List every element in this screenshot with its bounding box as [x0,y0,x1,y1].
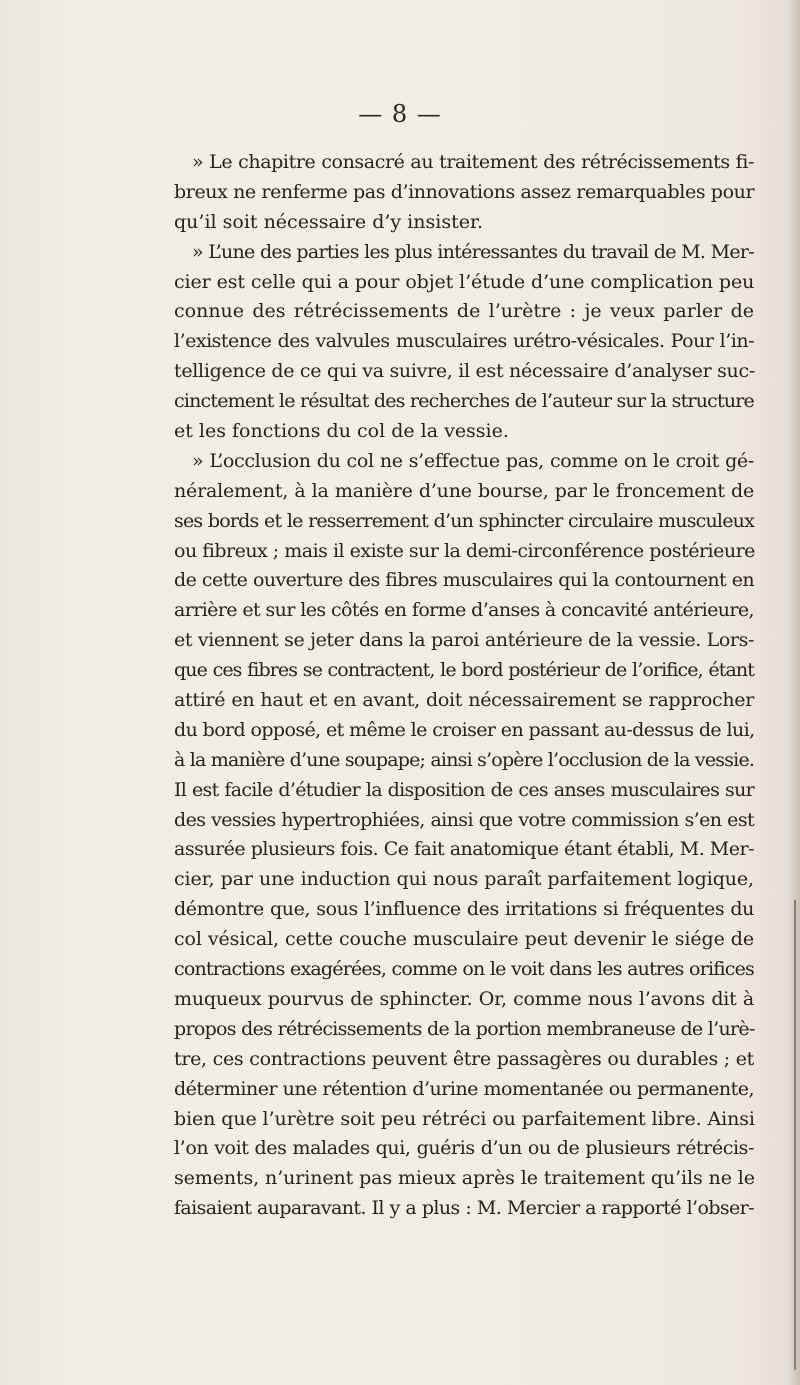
text-line: faisaient auparavant. Il y a plus : M. Mercier a rapporté l’obser- [174,1197,754,1220]
text-line: cinctement le résultat des recherches de l’auteur sur la structure [174,390,754,413]
text-line: que ces fibres se contractent, le bord postérieur de l’orifice, étant [174,659,754,682]
page-edge-line [794,900,796,1370]
text-line: démontre que, sous l’influence des irritations si fréquentes du [174,898,754,921]
text-line: sements, n’urinent pas mieux après le traitement qu’ils ne le [174,1167,755,1190]
text-line: ou fibreux ; mais il existe sur la demi-circonférence postérieure [174,539,755,562]
text-line: cier, par une induction qui nous paraît parfaitement logique, [174,868,754,891]
text-line: » L’une des parties les plus intéressantes du travail de M. Mer- [192,240,754,263]
text-line: et viennent se jeter dans la paroi antérieure de la vessie. Lors- [174,629,754,652]
text-line: muqueux pourvus de sphincter. Or, comme nous l’avons dit à [174,987,754,1010]
text-line: et les fonctions du col de la vessie. [174,420,509,443]
text-line: l’existence des valvules musculaires urétro-vésicales. Pour l’in- [174,330,754,353]
text-line: Il est facile d’étudier la disposition de ces anses musculaires sur [174,778,754,801]
text-line: attiré en haut et en avant, doit nécessairement se rapprocher [174,689,754,712]
text-line: déterminer une rétention d’urine momentanée ou permanente, [174,1077,754,1100]
text-line: contractions exagérées, comme on le voit dans les autres orifices [174,958,754,981]
text-line: bien que l’urètre soit peu rétréci ou parfaitement libre. Ainsi [174,1107,755,1130]
text-line: des vessies hypertrophiées, ainsi que votre commission s’en est [174,808,754,831]
text-line: cier est celle qui a pour objet l’étude d’une complication peu [174,270,755,293]
text-line: tre, ces contractions peuvent être passagères ou durables ; et [174,1047,754,1070]
page-number: — 8 — [358,100,442,128]
text-line: de cette ouverture des fibres musculaires qui la contournent en [174,569,754,592]
text-line: qu’il soit nécessaire d’y insister. [174,210,483,233]
text-line: ses bords et le resserrement d’un sphincter circulaire musculeux [174,509,754,532]
text-line: du bord opposé, et même le croiser en passant au-dessus de lui, [174,718,755,741]
body-text [174,148,754,1224]
text-line: telligence de ce qui va suivre, il est nécessaire d’analyser suc- [174,360,755,383]
text-line: l’on voit des malades qui, guéris d’un ou de plusieurs rétrécis- [174,1137,754,1160]
text-line: néralement, à la manière d’une bourse, par le froncement de [174,479,754,502]
text-line: » Le chapitre consacré au traitement des rétrécissements fi- [192,151,754,173]
text-line: col vésical, cette couche musculaire peut devenir le siége de [174,928,754,951]
text-line: connue des rétrécissements de l’urètre : je veux parler de [174,300,754,323]
text-line: breux ne renferme pas d’innovations assez remarquables pour [174,180,755,203]
text-line: arrière et sur les côtés en forme d’anses à concavité antérieure, [174,599,754,622]
text-line: » L’occlusion du col ne s’effectue pas, comme on le croit gé- [192,449,754,472]
text-line: propos des rétrécissements de la portion membraneuse de l’urè- [174,1017,755,1040]
text-line: à la manière d’une soupape; ainsi s’opère l’occlusion de la vessie. [174,748,755,771]
text-line: assurée plusieurs fois. Ce fait anatomique étant établi, M. Mer- [174,838,754,861]
